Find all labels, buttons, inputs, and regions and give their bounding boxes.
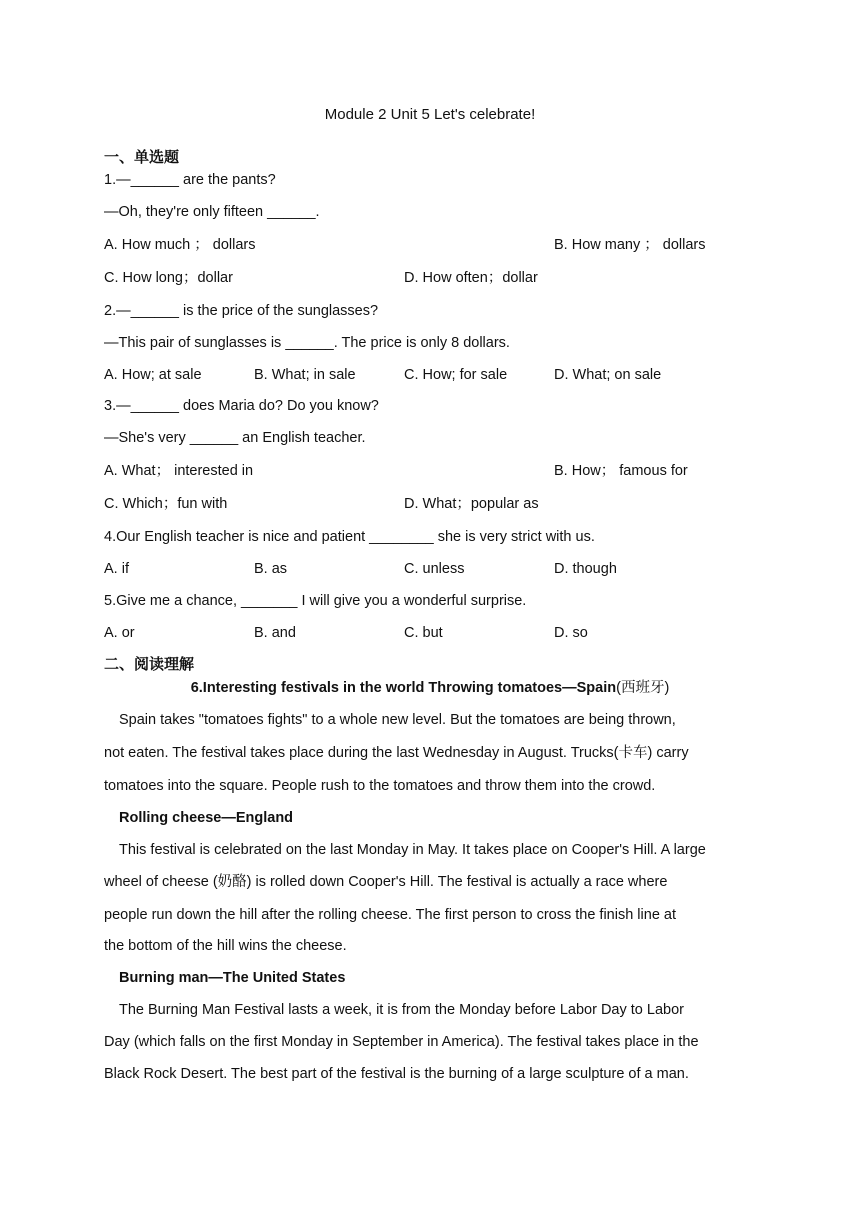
question-2-option-a: A. How; at sale — [104, 367, 202, 383]
subheading-rolling-cheese: Rolling cheese—England — [119, 810, 294, 826]
question-4-stem: 4.Our English teacher is nice and patient ________ she is very strict with us. — [104, 529, 595, 545]
reading-title-cn: (西班牙) — [616, 680, 670, 696]
question-5-option-d: D. so — [554, 625, 588, 641]
question-3-stem: 3.—______ does Maria do? Do you know? — [104, 398, 379, 414]
question-5-option-c: C. but — [404, 625, 443, 641]
subheading-burning-man: Burning man—The United States — [119, 970, 346, 986]
question-1-option-b: B. How many ； dollars — [554, 237, 706, 253]
section-heading-reading: 二、阅读理解 — [104, 656, 195, 673]
question-4-option-a: A. if — [104, 561, 129, 577]
question-2-option-b: B. What; in sale — [254, 367, 356, 383]
paragraph-2-line-1: This festival is celebrated on the last Monday in May. It takes place on Cooper's Hill. A large — [119, 842, 706, 858]
question-3-option-c: C. Which；fun with — [104, 496, 228, 512]
question-5-option-a: A. or — [104, 625, 135, 641]
page-title: Module 2 Unit 5 Let's celebrate! — [324, 106, 536, 123]
question-5-option-b: B. and — [254, 625, 296, 641]
reading-title — [104, 678, 756, 698]
paragraph-1-line-1: Spain takes "tomatoes fights" to a whole new level. But the tomatoes are being thrown, — [119, 712, 676, 728]
question-1-stem: 1.—______ are the pants? — [104, 172, 276, 188]
paragraph-2-line-4: the bottom of the hill wins the cheese. — [104, 938, 347, 954]
question-1-option-a: A. How much ； dollars — [104, 237, 256, 253]
paragraph-1-line-3: tomatoes into the square. People rush to the tomatoes and throw them into the crowd. — [104, 778, 656, 794]
question-3-option-b: B. How； famous for — [554, 463, 688, 479]
paragraph-3-line-3: Black Rock Desert. The best part of the festival is the burning of a large sculpture of a man. — [104, 1066, 689, 1082]
reading-title-en: 6.Interesting festivals in the world Throwing tomatoes—Spain — [190, 680, 617, 696]
paragraph-2-line-2: wheel of cheese (奶酪) is rolled down Cooper's Hill. The festival is actually a race where — [104, 874, 668, 890]
question-5-stem: 5.Give me a chance, _______ I will give you a wonderful surprise. — [104, 593, 527, 609]
paragraph-1-line-2: not eaten. The festival takes place during the last Wednesday in August. Trucks(卡车) carry — [104, 745, 689, 761]
section-heading-single-choice: 一、单选题 — [104, 149, 180, 166]
paragraph-2-line-3: people run down the hill after the rolling cheese. The first person to cross the finish line at — [104, 907, 676, 923]
question-4-option-d: D. though — [554, 561, 617, 577]
paragraph-3-line-2: Day (which falls on the first Monday in September in America). The festival takes place in the — [104, 1034, 699, 1050]
question-1-reply: —Oh, they're only fifteen ______. — [104, 204, 320, 220]
question-2-reply: —This pair of sunglasses is ______. The price is only 8 dollars. — [104, 335, 510, 351]
question-2-option-c: C. How; for sale — [404, 367, 508, 383]
question-2-option-d: D. What; on sale — [554, 367, 662, 383]
question-3-option-d: D. What；popular as — [404, 496, 539, 512]
question-4-option-c: C. unless — [404, 561, 465, 577]
question-3-reply: —She's very ______ an English teacher. — [104, 430, 366, 446]
question-1-option-d: D. How often；dollar — [404, 270, 538, 286]
question-3-option-a: A. What； interested in — [104, 463, 254, 479]
question-4-option-b: B. as — [254, 561, 288, 577]
paragraph-3-line-1: The Burning Man Festival lasts a week, it is from the Monday before Labor Day to Labor — [119, 1002, 684, 1018]
question-2-stem: 2.—______ is the price of the sunglasses? — [104, 303, 379, 319]
question-1-option-c: C. How long；dollar — [104, 270, 233, 286]
